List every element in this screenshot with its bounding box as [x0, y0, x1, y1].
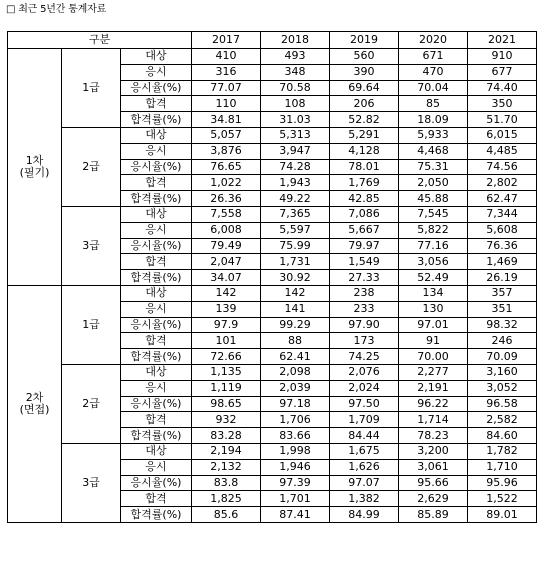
- value-cell: 91: [399, 333, 468, 349]
- value-cell: 130: [399, 301, 468, 317]
- row-metric-label: 대상: [121, 206, 192, 222]
- value-cell: 1,135: [192, 364, 261, 380]
- value-cell: 1,022: [192, 175, 261, 191]
- value-cell: 30.92: [261, 270, 330, 286]
- value-cell: 76.65: [192, 159, 261, 175]
- value-cell: 77.07: [192, 80, 261, 96]
- value-cell: 3,056: [399, 254, 468, 270]
- value-cell: 98.65: [192, 396, 261, 412]
- value-cell: 70.04: [399, 80, 468, 96]
- value-cell: 75.31: [399, 159, 468, 175]
- value-cell: 84.44: [330, 428, 399, 444]
- row-metric-label: 응시율(%): [121, 238, 192, 254]
- row-metric-label: 응시율(%): [121, 80, 192, 96]
- value-cell: 348: [261, 64, 330, 80]
- value-cell: 3,876: [192, 143, 261, 159]
- value-cell: 70.09: [468, 349, 537, 365]
- value-cell: 110: [192, 96, 261, 112]
- value-cell: 7,086: [330, 206, 399, 222]
- value-cell: 910: [468, 49, 537, 65]
- value-cell: 52.82: [330, 112, 399, 128]
- value-cell: 932: [192, 412, 261, 428]
- section-label: [8, 49, 62, 286]
- value-cell: 470: [399, 64, 468, 80]
- value-cell: 4,468: [399, 143, 468, 159]
- value-cell: 51.70: [468, 112, 537, 128]
- value-cell: 74.28: [261, 159, 330, 175]
- row-metric-label: 응시: [121, 459, 192, 475]
- value-cell: 97.50: [330, 396, 399, 412]
- value-cell: 390: [330, 64, 399, 80]
- header-year: 2017: [192, 32, 261, 49]
- value-cell: 26.19: [468, 270, 537, 286]
- value-cell: 78.01: [330, 159, 399, 175]
- header-year: 2021: [468, 32, 537, 49]
- value-cell: 5,608: [468, 222, 537, 238]
- value-cell: 18.09: [399, 112, 468, 128]
- value-cell: 78.23: [399, 428, 468, 444]
- row-metric-label: 대상: [121, 285, 192, 301]
- value-cell: 351: [468, 301, 537, 317]
- value-cell: 97.39: [261, 475, 330, 491]
- value-cell: 233: [330, 301, 399, 317]
- value-cell: 26.36: [192, 191, 261, 207]
- value-cell: 2,098: [261, 364, 330, 380]
- value-cell: 139: [192, 301, 261, 317]
- value-cell: 97.18: [261, 396, 330, 412]
- value-cell: 88: [261, 333, 330, 349]
- value-cell: 2,191: [399, 380, 468, 396]
- value-cell: 99.29: [261, 317, 330, 333]
- value-cell: 74.40: [468, 80, 537, 96]
- value-cell: 101: [192, 333, 261, 349]
- grade-label: 1급: [62, 49, 121, 128]
- table-row: [8, 49, 537, 65]
- value-cell: 238: [330, 285, 399, 301]
- value-cell: 1,710: [468, 459, 537, 475]
- value-cell: 677: [468, 64, 537, 80]
- grade-label: 3급: [62, 443, 121, 522]
- value-cell: 62.41: [261, 349, 330, 365]
- header-year: 2020: [399, 32, 468, 49]
- value-cell: 2,039: [261, 380, 330, 396]
- value-cell: 2,277: [399, 364, 468, 380]
- value-cell: 42.85: [330, 191, 399, 207]
- table-body: [8, 49, 537, 523]
- value-cell: 2,629: [399, 491, 468, 507]
- row-metric-label: 응시율(%): [121, 159, 192, 175]
- table-row: [8, 285, 537, 301]
- value-cell: 142: [192, 285, 261, 301]
- value-cell: 560: [330, 49, 399, 65]
- statistics-table: [7, 31, 537, 523]
- value-cell: 77.16: [399, 238, 468, 254]
- value-cell: 83.66: [261, 428, 330, 444]
- value-cell: 2,076: [330, 364, 399, 380]
- value-cell: 34.07: [192, 270, 261, 286]
- value-cell: 1,119: [192, 380, 261, 396]
- value-cell: 6,008: [192, 222, 261, 238]
- section-label-main: 1차: [25, 153, 44, 167]
- value-cell: 76.36: [468, 238, 537, 254]
- row-metric-label: 합격: [121, 491, 192, 507]
- value-cell: 74.25: [330, 349, 399, 365]
- section-label-sub: (필기): [19, 165, 50, 179]
- value-cell: 3,052: [468, 380, 537, 396]
- value-cell: 1,522: [468, 491, 537, 507]
- value-cell: 1,714: [399, 412, 468, 428]
- row-metric-label: 합격: [121, 412, 192, 428]
- value-cell: 1,769: [330, 175, 399, 191]
- value-cell: 7,558: [192, 206, 261, 222]
- value-cell: 3,200: [399, 443, 468, 459]
- value-cell: 83.8: [192, 475, 261, 491]
- row-metric-label: 응시: [121, 380, 192, 396]
- value-cell: 1,675: [330, 443, 399, 459]
- table-row: [8, 364, 537, 380]
- value-cell: 2,132: [192, 459, 261, 475]
- row-metric-label: 합격: [121, 254, 192, 270]
- row-metric-label: 대상: [121, 364, 192, 380]
- value-cell: 75.99: [261, 238, 330, 254]
- row-metric-label: 합격: [121, 333, 192, 349]
- value-cell: 62.47: [468, 191, 537, 207]
- row-metric-label: 대상: [121, 49, 192, 65]
- value-cell: 206: [330, 96, 399, 112]
- header-group-label: 구분: [8, 32, 192, 49]
- value-cell: 89.01: [468, 507, 537, 523]
- value-cell: 173: [330, 333, 399, 349]
- row-metric-label: 응시율(%): [121, 317, 192, 333]
- row-metric-label: 응시: [121, 222, 192, 238]
- value-cell: 5,291: [330, 127, 399, 143]
- row-metric-label: 대상: [121, 127, 192, 143]
- value-cell: 45.88: [399, 191, 468, 207]
- value-cell: 1,701: [261, 491, 330, 507]
- value-cell: 142: [261, 285, 330, 301]
- row-metric-label: 합격률(%): [121, 428, 192, 444]
- value-cell: 5,597: [261, 222, 330, 238]
- value-cell: 5,667: [330, 222, 399, 238]
- value-cell: 2,802: [468, 175, 537, 191]
- row-metric-label: 합격률(%): [121, 191, 192, 207]
- value-cell: 493: [261, 49, 330, 65]
- value-cell: 357: [468, 285, 537, 301]
- value-cell: 70.00: [399, 349, 468, 365]
- row-metric-label: 합격: [121, 175, 192, 191]
- value-cell: 1,706: [261, 412, 330, 428]
- value-cell: 3,061: [399, 459, 468, 475]
- value-cell: 69.64: [330, 80, 399, 96]
- value-cell: 49.22: [261, 191, 330, 207]
- value-cell: 1,946: [261, 459, 330, 475]
- grade-label: 1급: [62, 285, 121, 364]
- row-metric-label: 합격률(%): [121, 507, 192, 523]
- value-cell: 97.9: [192, 317, 261, 333]
- value-cell: 2,024: [330, 380, 399, 396]
- value-cell: 3,160: [468, 364, 537, 380]
- value-cell: 70.58: [261, 80, 330, 96]
- row-metric-label: 응시: [121, 64, 192, 80]
- row-metric-label: 합격률(%): [121, 349, 192, 365]
- value-cell: 95.66: [399, 475, 468, 491]
- value-cell: 108: [261, 96, 330, 112]
- value-cell: 5,313: [261, 127, 330, 143]
- value-cell: 52.49: [399, 270, 468, 286]
- value-cell: 85: [399, 96, 468, 112]
- row-metric-label: 응시: [121, 301, 192, 317]
- value-cell: 97.90: [330, 317, 399, 333]
- value-cell: 83.28: [192, 428, 261, 444]
- row-metric-label: 합격: [121, 96, 192, 112]
- value-cell: 84.99: [330, 507, 399, 523]
- value-cell: 85.6: [192, 507, 261, 523]
- document-title: □ 최근 5년간 통계자료: [6, 4, 107, 15]
- value-cell: 7,344: [468, 206, 537, 222]
- value-cell: 350: [468, 96, 537, 112]
- value-cell: 1,782: [468, 443, 537, 459]
- value-cell: 98.32: [468, 317, 537, 333]
- value-cell: 72.66: [192, 349, 261, 365]
- value-cell: 1,943: [261, 175, 330, 191]
- value-cell: 79.49: [192, 238, 261, 254]
- value-cell: 316: [192, 64, 261, 80]
- value-cell: 85.89: [399, 507, 468, 523]
- value-cell: 87.41: [261, 507, 330, 523]
- value-cell: 671: [399, 49, 468, 65]
- value-cell: 97.07: [330, 475, 399, 491]
- value-cell: 74.56: [468, 159, 537, 175]
- value-cell: 1,709: [330, 412, 399, 428]
- row-metric-label: 응시율(%): [121, 396, 192, 412]
- section-label-sub: (면접): [19, 402, 50, 416]
- section-label-main: 2차: [25, 390, 44, 404]
- value-cell: 96.58: [468, 396, 537, 412]
- value-cell: 27.33: [330, 270, 399, 286]
- value-cell: 34.81: [192, 112, 261, 128]
- value-cell: 1,731: [261, 254, 330, 270]
- value-cell: 1,549: [330, 254, 399, 270]
- header-year: 2019: [330, 32, 399, 49]
- value-cell: 2,050: [399, 175, 468, 191]
- value-cell: 97.01: [399, 317, 468, 333]
- value-cell: 4,128: [330, 143, 399, 159]
- value-cell: 134: [399, 285, 468, 301]
- value-cell: 1,998: [261, 443, 330, 459]
- row-metric-label: 응시: [121, 143, 192, 159]
- grade-label: 2급: [62, 127, 121, 206]
- value-cell: 31.03: [261, 112, 330, 128]
- value-cell: 1,382: [330, 491, 399, 507]
- value-cell: 141: [261, 301, 330, 317]
- value-cell: 410: [192, 49, 261, 65]
- row-metric-label: 합격률(%): [121, 270, 192, 286]
- table-row: [8, 206, 537, 222]
- row-metric-label: 합격률(%): [121, 112, 192, 128]
- value-cell: 5,822: [399, 222, 468, 238]
- value-cell: 6,015: [468, 127, 537, 143]
- value-cell: 1,825: [192, 491, 261, 507]
- value-cell: 79.97: [330, 238, 399, 254]
- value-cell: 7,365: [261, 206, 330, 222]
- header-year: 2018: [261, 32, 330, 49]
- value-cell: 4,485: [468, 143, 537, 159]
- value-cell: 1,469: [468, 254, 537, 270]
- grade-label: 3급: [62, 206, 121, 285]
- value-cell: 96.22: [399, 396, 468, 412]
- row-metric-label: 대상: [121, 443, 192, 459]
- value-cell: 2,047: [192, 254, 261, 270]
- value-cell: 2,582: [468, 412, 537, 428]
- grade-label: 2급: [62, 364, 121, 443]
- value-cell: 7,545: [399, 206, 468, 222]
- value-cell: 95.96: [468, 475, 537, 491]
- value-cell: 5,933: [399, 127, 468, 143]
- value-cell: 246: [468, 333, 537, 349]
- section-label: [8, 285, 62, 522]
- value-cell: 5,057: [192, 127, 261, 143]
- value-cell: 84.60: [468, 428, 537, 444]
- value-cell: 2,194: [192, 443, 261, 459]
- table-row: [8, 127, 537, 143]
- value-cell: 1,626: [330, 459, 399, 475]
- row-metric-label: 응시율(%): [121, 475, 192, 491]
- header-row: [8, 32, 537, 49]
- value-cell: 3,947: [261, 143, 330, 159]
- table-row: [8, 443, 537, 459]
